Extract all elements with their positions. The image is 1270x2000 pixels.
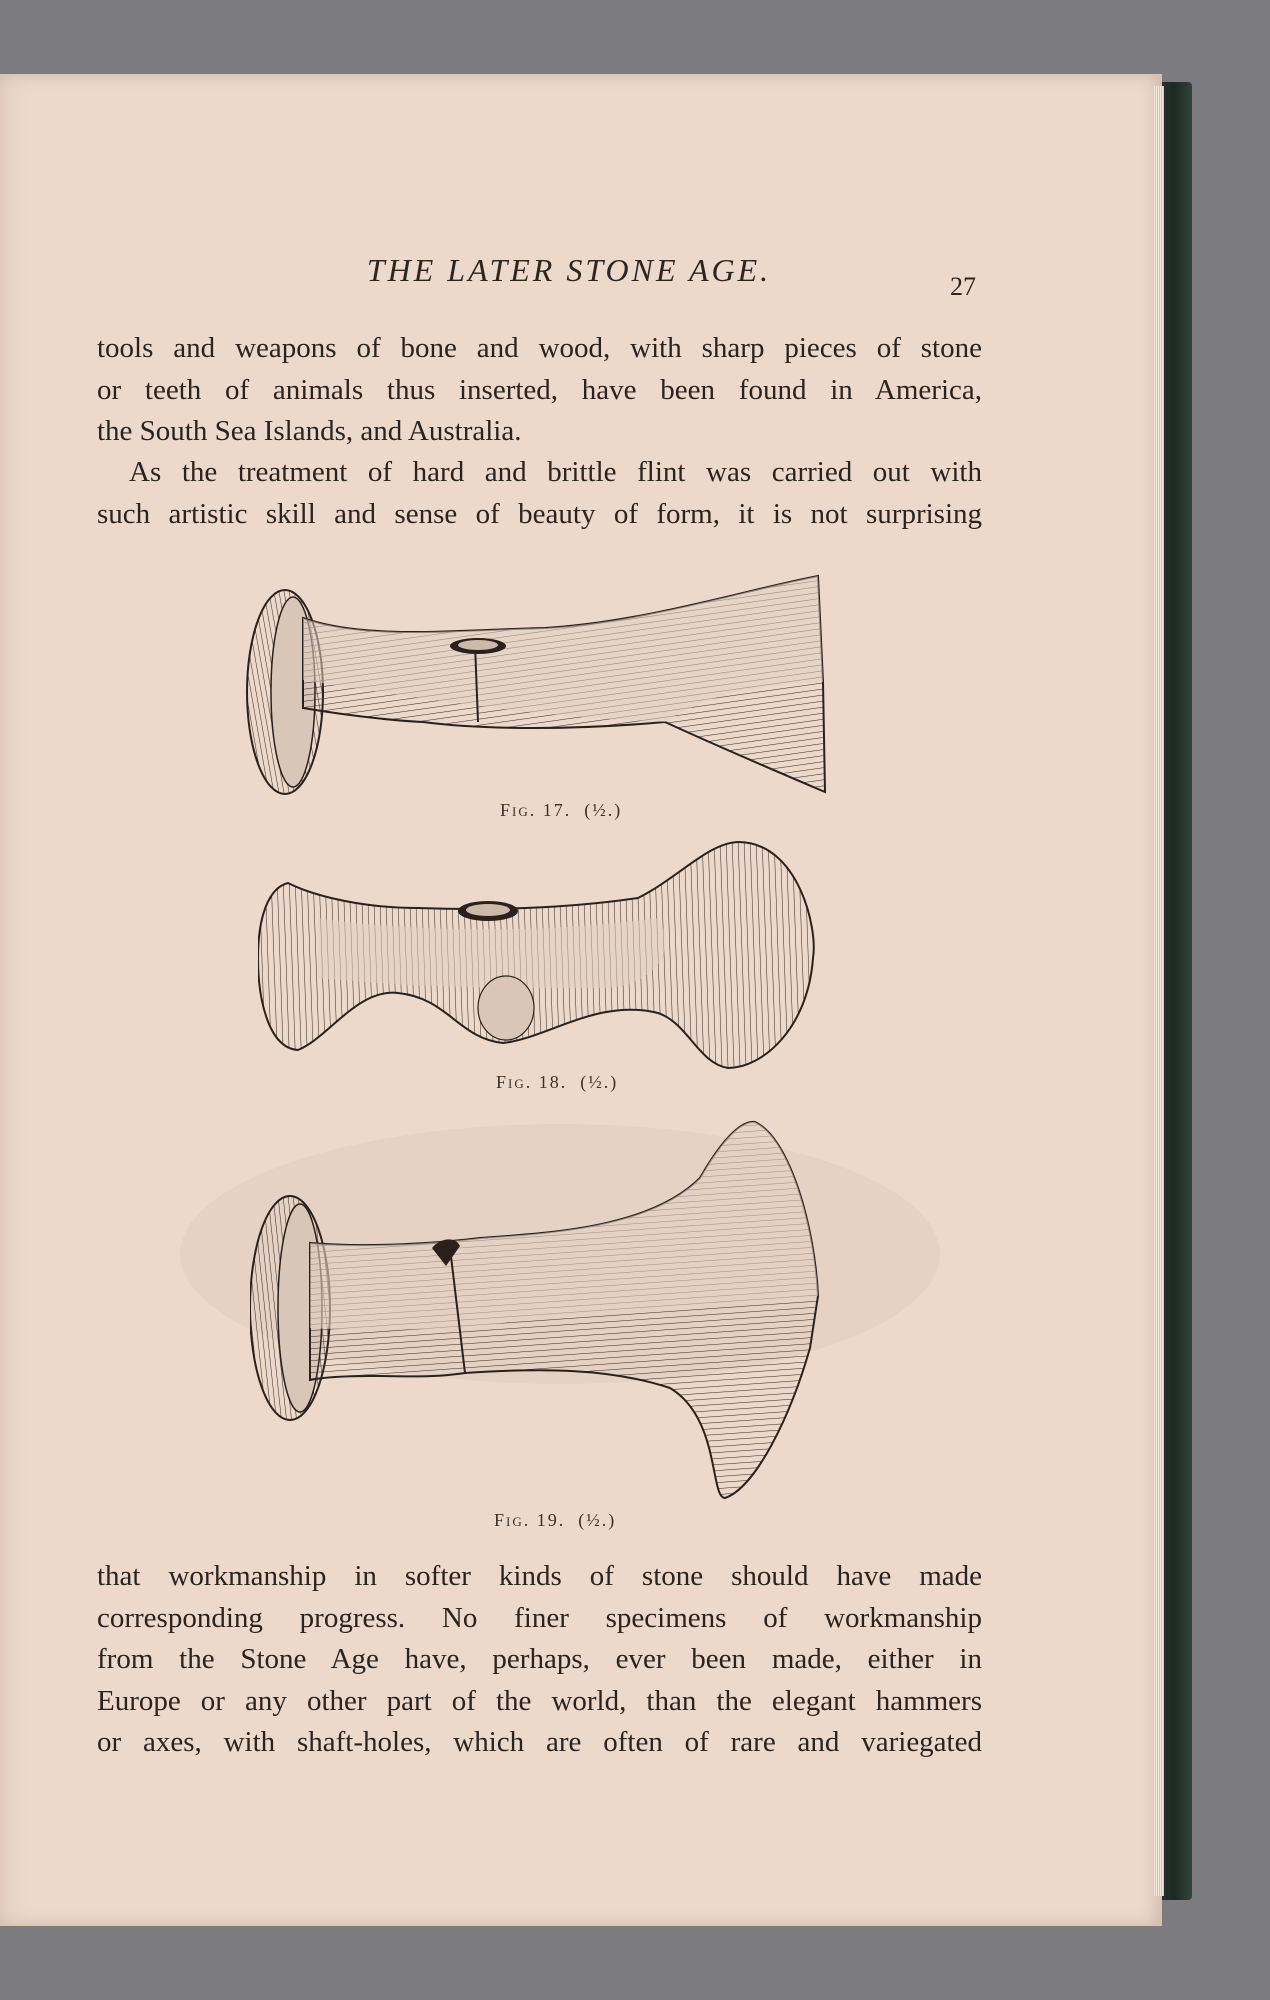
paragraph-3 xyxy=(97,1556,982,1764)
text-line: from the Stone Age have, perhaps, ever been made, either in xyxy=(97,1643,982,1675)
text-line: the South Sea Islands, and Australia. xyxy=(97,415,522,447)
text-line: such artistic skill and sense of beauty of form, it is not surprising xyxy=(97,497,982,530)
text-line: Europe or any other part of the world, than the elegant hammers xyxy=(97,1684,982,1717)
text-line: As the treatment of hard and brittle flint was carried out with xyxy=(129,456,982,488)
running-head: THE LATER STONE AGE. xyxy=(366,252,772,288)
figure-18-caption: Fig. 18. (½.) xyxy=(496,1072,619,1092)
text-line: or axes, with shaft-holes, which are often of rare and variegated xyxy=(97,1726,982,1758)
figure-17-axe-illustration xyxy=(245,570,835,805)
text-line: tools and weapons of bone and wood, with sharp pieces of stone xyxy=(97,332,982,364)
text-line: that workmanship in softer kinds of stone should have made xyxy=(97,1560,982,1592)
paragraph-2 xyxy=(97,452,982,535)
text-line: or teeth of animals thus inserted, have been found in America, xyxy=(97,373,982,406)
paragraph-1 xyxy=(97,328,982,453)
page-edges xyxy=(1154,86,1164,1896)
text-line: corresponding progress. No finer specimens of workmanship xyxy=(97,1601,982,1634)
figure-18-axe-illustration xyxy=(258,838,818,1073)
figure-19-caption: Fig. 19. (½.) xyxy=(494,1510,617,1530)
figure-17-caption: Fig. 17. (½.) xyxy=(500,800,623,820)
figure-19-axe-illustration xyxy=(250,1118,825,1503)
page-number: 27 xyxy=(950,272,976,301)
